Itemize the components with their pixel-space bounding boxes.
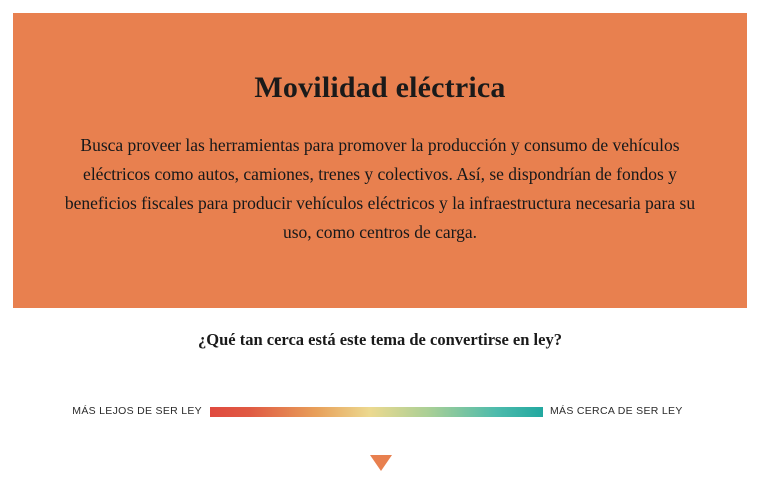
topic-description: Busca proveer las herramientas para promover la producción y consumo de vehículos eléctricos como autos, camiones, trenes y colectivos. Así, se dispondrían de fondos y beneficios fiscales para producir vehículos eléctricos y la infraestructura necesaria para su uso, como centros de carga. — [64, 135, 696, 242]
scale-right-label: MÁS CERCA DE SER LEY — [550, 405, 683, 417]
question-heading: ¿Qué tan cerca está este tema de convertirse en ley? — [198, 330, 562, 349]
topic-card — [13, 13, 747, 308]
triangle-down-marker-icon — [370, 455, 392, 471]
law-proximity-scale — [0, 404, 760, 422]
page-title: Movilidad eléctrica — [254, 71, 506, 104]
scale-gradient-bar — [210, 407, 543, 417]
scale-left-label: MÁS LEJOS DE SER LEY — [72, 405, 202, 417]
